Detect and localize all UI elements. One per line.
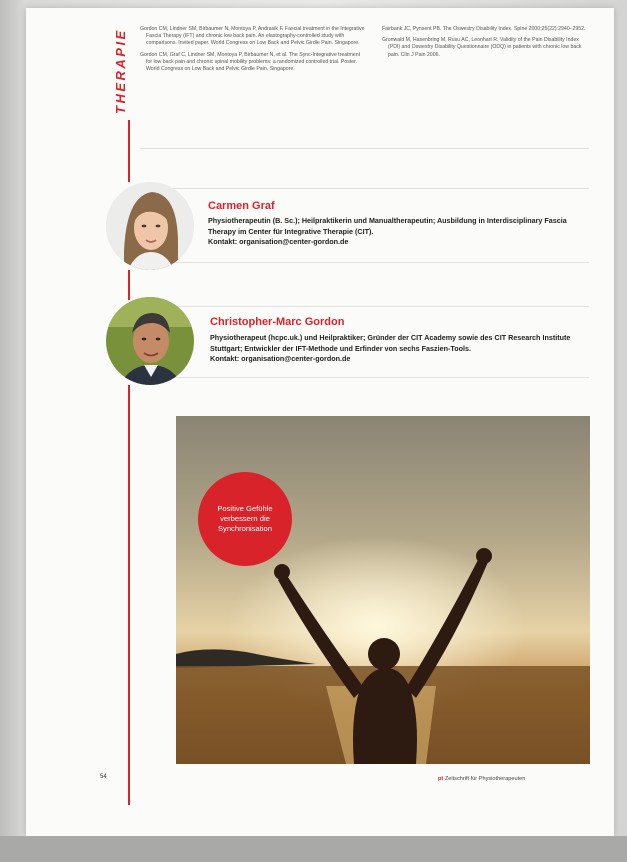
- section-rule-bottom: [128, 385, 130, 805]
- footer-logo: pt: [438, 776, 444, 782]
- section-rule-middle: [128, 270, 130, 300]
- photo-callout: Positive Gefühle verbessern die Synchronisation: [198, 472, 292, 566]
- reference-item: Gronwald M, Hasenbring M, Rusu AC, Leonhart R. Validity of the Pain Disability Index (PDI) and Oswestry Disability Questionnaire (ODQ) in patients with chronic low back pain. Clin J Pain 2006.: [382, 37, 582, 58]
- reference-item: Fairbank JC, Pynsent PB. The Oswestry Disability Index. Spine 2000;25(22):2940–2952.: [382, 26, 586, 32]
- author-bio-text: Physiotherapeutin (B. Sc.); Heilpraktikerin und Manualtherapeutin; Ausbildung in Interdisciplinary Fascia Therapy im Center für Integrative Therapie (CIT).: [208, 216, 567, 236]
- author-bio: [208, 216, 592, 248]
- divider-line: [140, 148, 589, 149]
- author-contact[interactable]: Kontakt: organisation@center-gordon.de: [208, 237, 349, 246]
- sunset-photo: [176, 416, 590, 764]
- author-photo-christopher-marc-gordon: [106, 297, 194, 385]
- author-contact[interactable]: Kontakt: organisation@center-gordon.de: [210, 354, 351, 363]
- footer-journal-name: Zeitschrift für Physiotherapeuten: [444, 776, 526, 782]
- divider-line: [140, 262, 589, 263]
- divider-line: [140, 306, 589, 307]
- reference-item: Gordon CM, Lindner SM, Birbaumer N, Montoya P, Andrasik F. Fascial treatment in the Integrative Fascia Therapy (IFT) and chronic low back pain. An elastography-controlled study with comparisons. Invited paper. World Congress on Low Back and Pelvic Girdle Pain. Singapore.: [140, 26, 365, 47]
- divider-line: [140, 377, 589, 378]
- author-bio-text: Physiotherapeut (hcpc.uk.) und Heilpraktiker; Gründer der CIT Academy sowie des CIT Research Institute Stuttgart; Entwickler der IFT-Methode und Erfinder von sechs Faszien-Tools.: [210, 333, 571, 353]
- references-right-column: [382, 26, 590, 63]
- scanner-shadow: [0, 836, 627, 862]
- author-bio: [210, 333, 594, 365]
- footer-journal: [438, 776, 525, 782]
- page-number: 54: [100, 774, 107, 780]
- references-left-column: [140, 26, 366, 77]
- author-name: Christopher-Marc Gordon: [210, 316, 345, 328]
- section-label: THERAPIE: [113, 28, 128, 114]
- section-rule-top: [128, 120, 130, 182]
- divider-line: [140, 188, 589, 189]
- reference-item: Gordon CM, Graf C, Lindner SM, Montoya P, Birbaumer N, et al. The Sync-Integrative treatment for low back pain and chronic spinal mobility problems: a randomized controlled trial. Poster. World Congress on Low Back and Pelvic Girdle Pain. Singapore.: [140, 51, 361, 73]
- author-name: Carmen Graf: [208, 200, 275, 212]
- author-photo-carmen-graf: [106, 182, 194, 270]
